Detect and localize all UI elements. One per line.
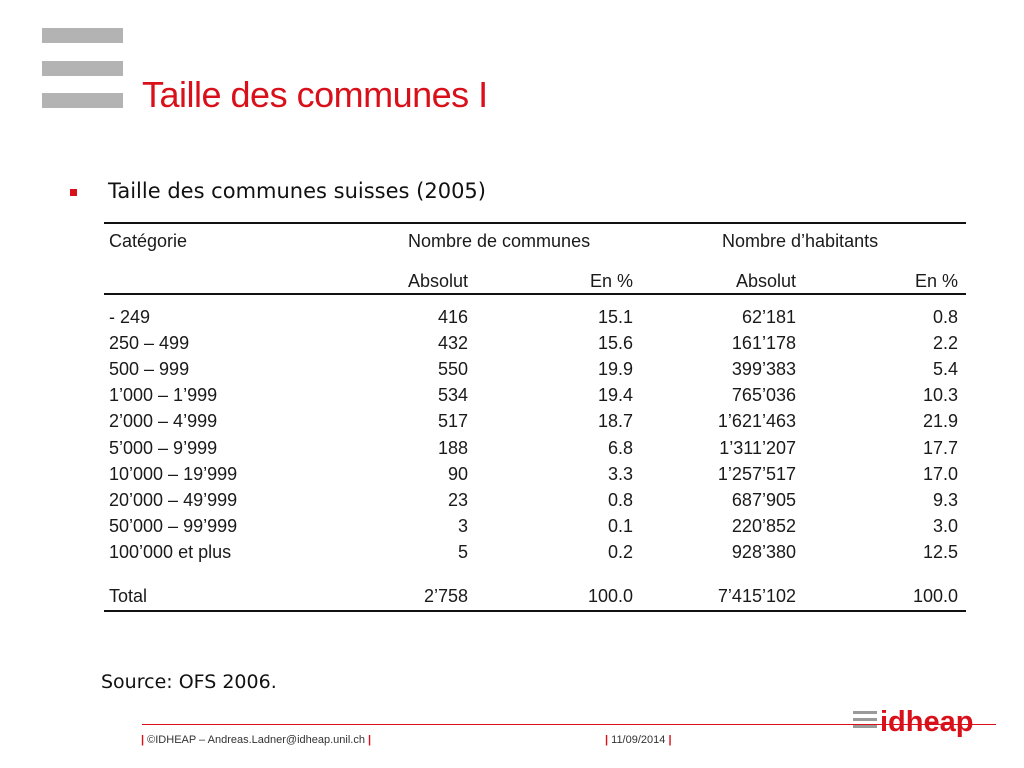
- cell-habitants-absolut: 220’852: [731, 516, 796, 536]
- cell-communes-pct: 19.9: [597, 359, 633, 379]
- cell-communes-pct: 15.6: [597, 333, 633, 353]
- cell-habitants-pct: 100.0: [912, 586, 958, 606]
- table-header-rule: [104, 293, 966, 295]
- idheap-logo: [853, 702, 978, 742]
- cell-habitants-absolut: 765’036: [731, 385, 796, 405]
- decor-bar-2: [42, 61, 123, 76]
- cell-category: Total: [109, 586, 148, 606]
- cell-category: 50’000 – 99’999: [109, 516, 238, 536]
- cell-communes-pct: 15.1: [597, 307, 633, 327]
- cell-category: 10’000 – 19’999: [109, 464, 238, 484]
- cell-habitants-absolut: 7’415’102: [717, 586, 796, 606]
- cell-habitants-pct: 10.3: [922, 385, 958, 405]
- cell-communes-pct: 19.4: [597, 385, 633, 405]
- date-text: 11/09/2014: [611, 734, 666, 746]
- cell-communes-absolut: 517: [437, 411, 468, 431]
- cell-communes-absolut: 5: [457, 542, 468, 562]
- table-bottom-rule: [104, 610, 966, 612]
- cell-communes-pct: 100.0: [587, 586, 633, 606]
- cell-habitants-pct: 2.2: [932, 333, 958, 353]
- header-habitants-pct: En %: [914, 271, 958, 291]
- decor-bar-1: [42, 28, 123, 43]
- cell-communes-absolut: 90: [447, 464, 468, 484]
- cell-habitants-absolut: 1’311’207: [719, 438, 796, 458]
- bullet-text: Taille des communes suisses (2005): [108, 179, 486, 203]
- cell-habitants-absolut: 1’621’463: [717, 411, 796, 431]
- cell-category: 500 – 999: [109, 359, 190, 379]
- source-note: Source: OFS 2006.: [101, 671, 277, 693]
- cell-habitants-pct: 17.0: [922, 464, 958, 484]
- cell-category: - 249: [109, 307, 151, 327]
- cell-communes-pct: 6.8: [607, 438, 633, 458]
- cell-category: 5’000 – 9’999: [109, 438, 218, 458]
- cell-category: 250 – 499: [109, 333, 190, 353]
- cell-habitants-absolut: 399’383: [731, 359, 796, 379]
- cell-communes-pct: 0.8: [607, 490, 633, 510]
- header-habitants-absolut: Absolut: [735, 271, 796, 291]
- cell-communes-pct: 3.3: [607, 464, 633, 484]
- footer-copyright: | ©IDHEAP – Andreas.Ladner@idheap.unil.ch |: [141, 734, 372, 746]
- cell-communes-absolut: 416: [437, 307, 468, 327]
- cell-habitants-absolut: 161’178: [731, 333, 796, 353]
- cell-communes-pct: 0.2: [607, 542, 633, 562]
- cell-habitants-pct: 21.9: [922, 411, 958, 431]
- cell-category: 1’000 – 1’999: [109, 385, 218, 405]
- decor-bar-3: [42, 93, 123, 108]
- copyright-text: ©IDHEAP – Andreas.Ladner@idheap.unil.ch: [147, 734, 365, 746]
- table-top-rule: [104, 222, 966, 224]
- cell-communes-absolut: 550: [437, 359, 468, 379]
- cell-category: 2’000 – 4’999: [109, 411, 218, 431]
- cell-habitants-pct: 0.8: [932, 307, 958, 327]
- cell-habitants-absolut: 1’257’517: [717, 464, 796, 484]
- header-communes: Nombre de communes: [408, 231, 591, 251]
- logo-text: idheap: [880, 706, 974, 738]
- header-communes-absolut: Absolut: [407, 271, 468, 291]
- cell-communes-pct: 18.7: [597, 411, 633, 431]
- bullet-marker: [70, 189, 77, 196]
- cell-category: 20’000 – 49’999: [109, 490, 238, 510]
- cell-communes-pct: 0.1: [607, 516, 633, 536]
- cell-habitants-pct: 17.7: [922, 438, 958, 458]
- footer-date: | 11/09/2014 |: [605, 734, 672, 746]
- cell-habitants-absolut: 62’181: [741, 307, 796, 327]
- cell-communes-absolut: 23: [447, 490, 468, 510]
- cell-habitants-pct: 12.5: [922, 542, 958, 562]
- header-communes-pct: En %: [589, 271, 633, 291]
- header-category: Catégorie: [109, 231, 188, 251]
- cell-habitants-pct: 3.0: [932, 516, 958, 536]
- cell-habitants-absolut: 928’380: [731, 542, 796, 562]
- cell-habitants-pct: 9.3: [932, 490, 958, 510]
- cell-habitants-absolut: 687’905: [731, 490, 796, 510]
- cell-communes-absolut: 2’758: [423, 586, 468, 606]
- cell-communes-absolut: 3: [457, 516, 468, 536]
- cell-communes-absolut: 432: [437, 333, 468, 353]
- slide-title: Taille des communes I: [142, 74, 488, 115]
- cell-category: 100’000 et plus: [109, 542, 232, 562]
- cell-habitants-pct: 5.4: [932, 359, 958, 379]
- cell-communes-absolut: 188: [437, 438, 468, 458]
- cell-communes-absolut: 534: [437, 385, 468, 405]
- header-habitants: Nombre d’habitants: [722, 231, 879, 251]
